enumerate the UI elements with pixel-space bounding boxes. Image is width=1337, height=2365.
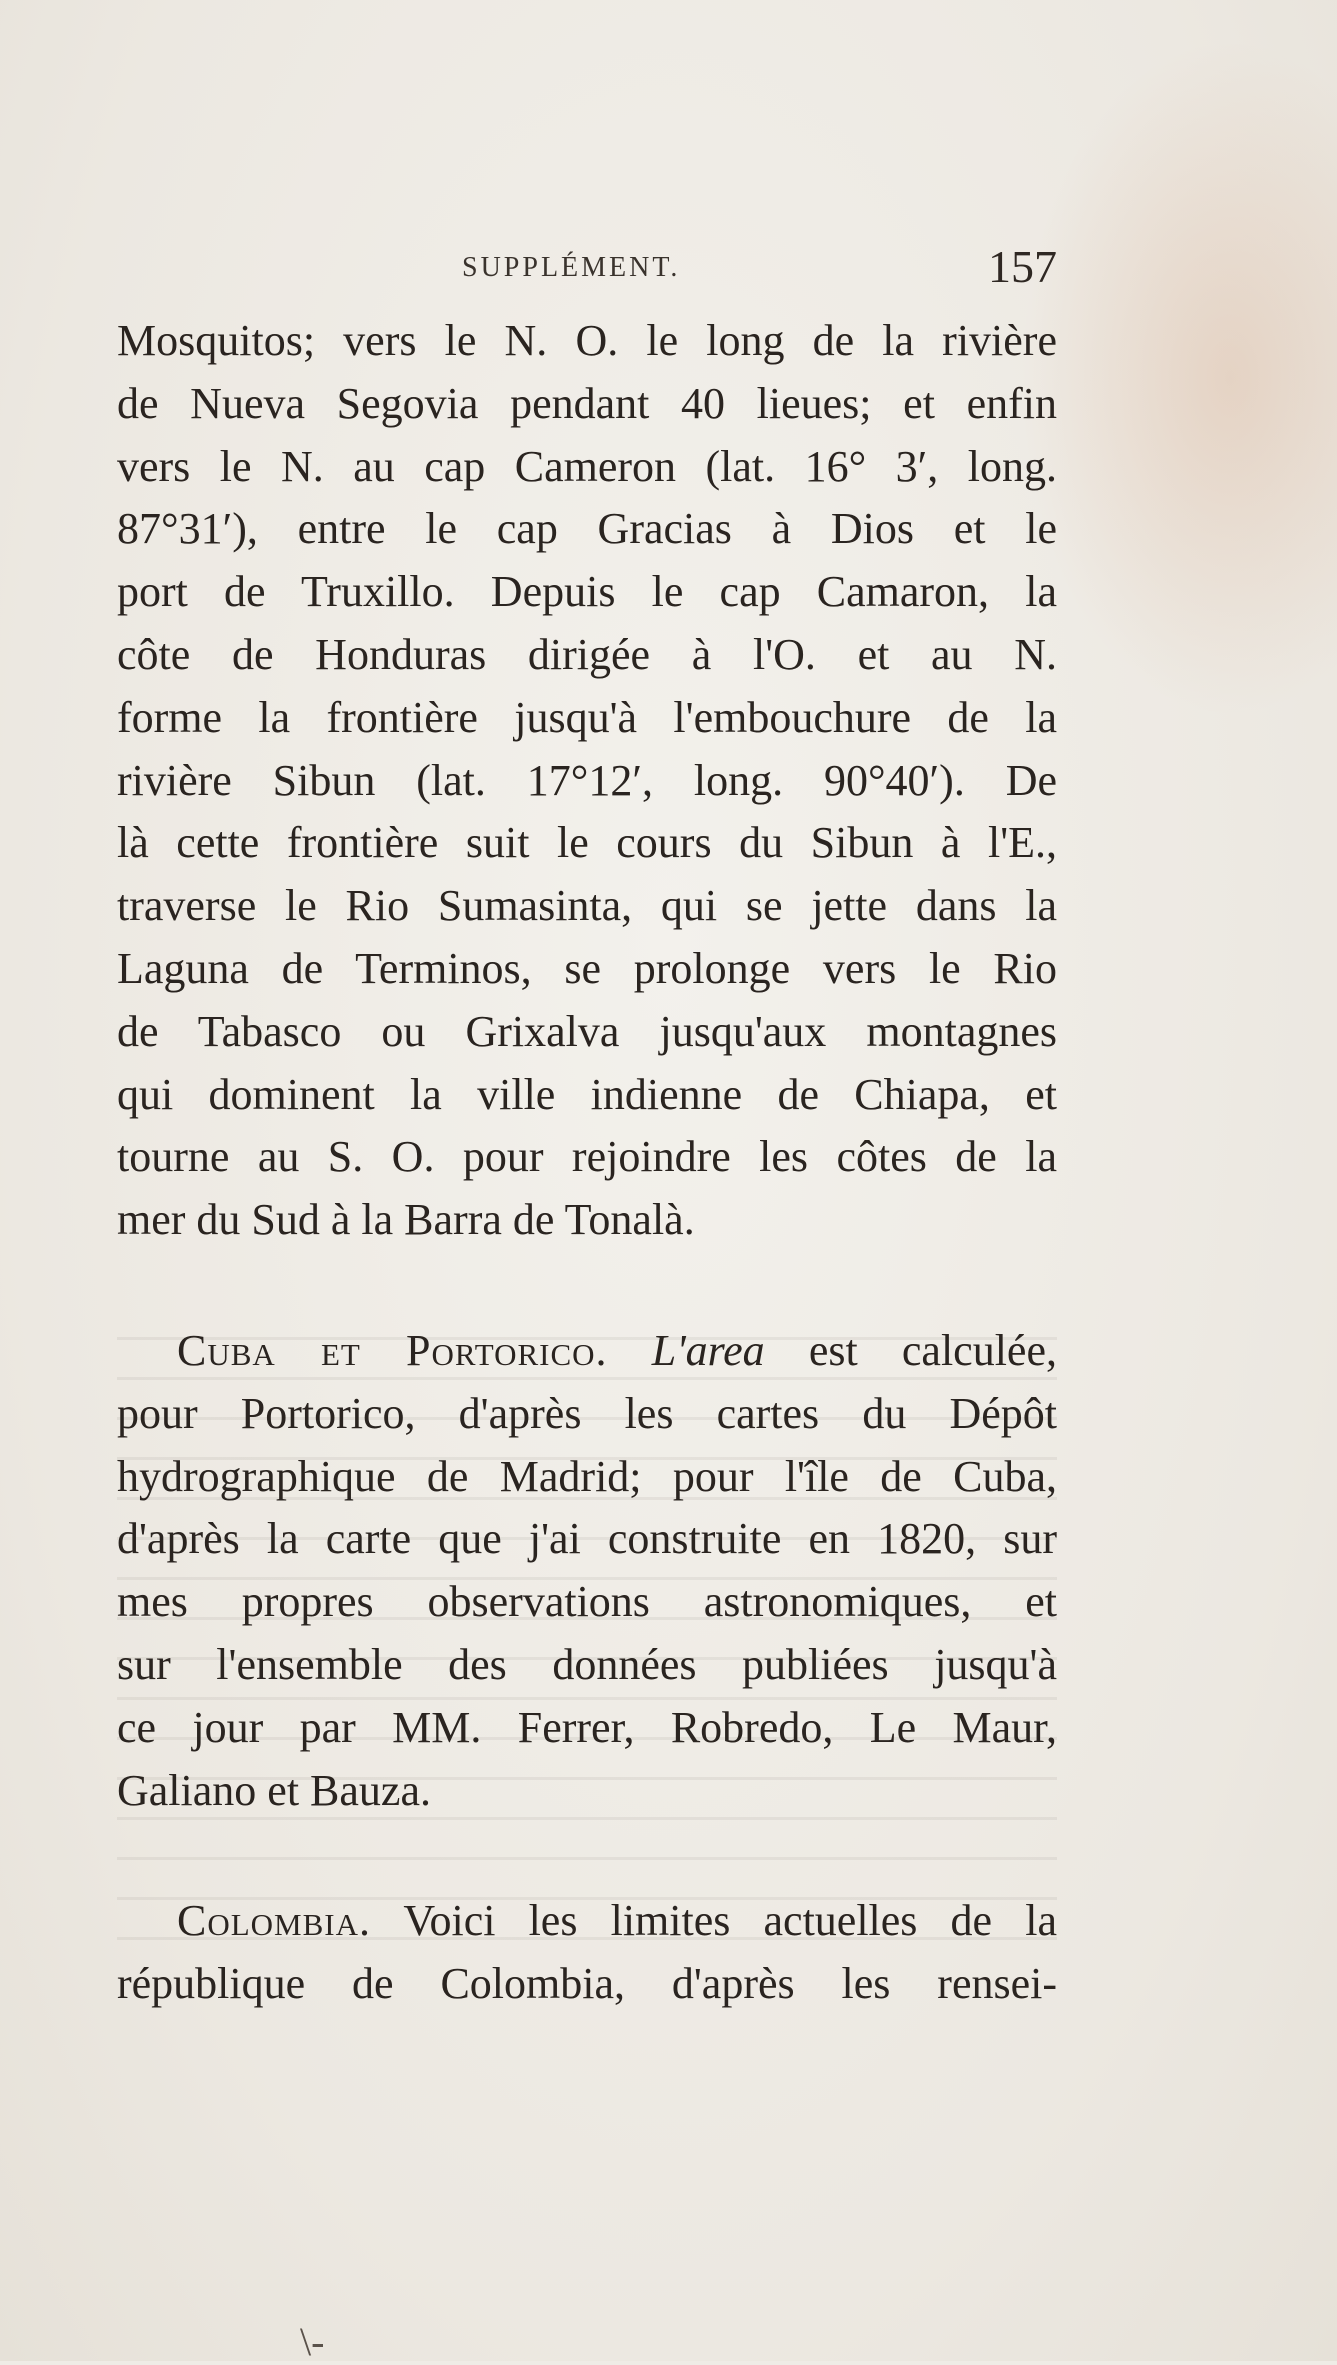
text-line: Galiano et Bauza.: [117, 1765, 431, 1815]
text-line: mes propres observations astronomiques, et: [117, 1577, 1057, 1627]
running-head: SUPPLÉMENT.: [462, 252, 681, 283]
text-line: d'après la carte que j'ai construite en 1820, sur: [117, 1514, 1057, 1564]
text-line: de Nueva Segovia pendant 40 lieues; et enfin: [117, 378, 1057, 428]
text-line: de Tabasco ou Grixalva jusqu'aux montagnes: [117, 1006, 1057, 1056]
text-line: là cette frontière suit le cours du Sibun à l'E.,: [117, 818, 1057, 868]
section-heading-cuba: Cuba et Portorico.: [177, 1325, 608, 1375]
text-fragment: est calculée,: [808, 1325, 1057, 1375]
text-line: vers le N. au cap Cameron (lat. 16° 3′, long.: [117, 441, 1057, 491]
text-line: mer du Sud à la Barra de Tonalà.: [117, 1195, 695, 1245]
body-text: [117, 310, 1057, 2016]
text-fragment: Voici les limites actuelles de la: [403, 1896, 1057, 1946]
text-line: qui dominent la ville indienne de Chiapa, et: [117, 1069, 1057, 1119]
text-line: côte de Honduras dirigée à l'O. et au N.: [117, 629, 1057, 679]
text-line: Laguna de Terminos, se prolonge vers le Rio: [117, 943, 1057, 993]
text-line: ce jour par MM. Ferrer, Robredo, Le Maur,: [117, 1702, 1057, 1752]
paragraph-gap: [117, 1252, 1057, 1320]
paragraph-cuba-portorico: [117, 1320, 1057, 1822]
text-line: sur l'ensemble des données publiées jusqu'à: [117, 1639, 1057, 1689]
footer-mark: \-: [300, 2319, 325, 2364]
section-heading-colombia: Colombia.: [177, 1896, 372, 1946]
page-header: [117, 241, 1057, 298]
text-line: traverse le Rio Sumasinta, qui se jette dans la: [117, 881, 1057, 931]
text-line: [117, 1890, 1057, 1953]
page-number: 157: [988, 241, 1057, 292]
italic-term: L'area: [651, 1325, 765, 1375]
text-line: hydrographique de Madrid; pour l'île de Cuba,: [117, 1451, 1057, 1501]
text-line: tourne au S. O. pour rejoindre les côtes de la: [117, 1132, 1057, 1182]
paragraph-honduras-border: [117, 310, 1057, 1252]
text-line: port de Truxillo. Depuis le cap Camaron, la: [117, 567, 1057, 617]
paragraph-gap: [117, 1822, 1057, 1890]
paragraph-colombia: [117, 1890, 1057, 2016]
text-line: [117, 1320, 1057, 1383]
text-line: forme la frontière jusqu'à l'embouchure de la: [117, 692, 1057, 742]
text-line: rivière Sibun (lat. 17°12′, long. 90°40′). De: [117, 755, 1057, 805]
text-line: 87°31′), entre le cap Gracias à Dios et le: [117, 504, 1057, 554]
text-line: Mosquitos; vers le N. O. le long de la rivière: [117, 316, 1057, 365]
text-line: république de Colombia, d'après les rensei-: [117, 1959, 1057, 2009]
text-line: pour Portorico, d'après les cartes du Dépôt: [117, 1388, 1057, 1438]
